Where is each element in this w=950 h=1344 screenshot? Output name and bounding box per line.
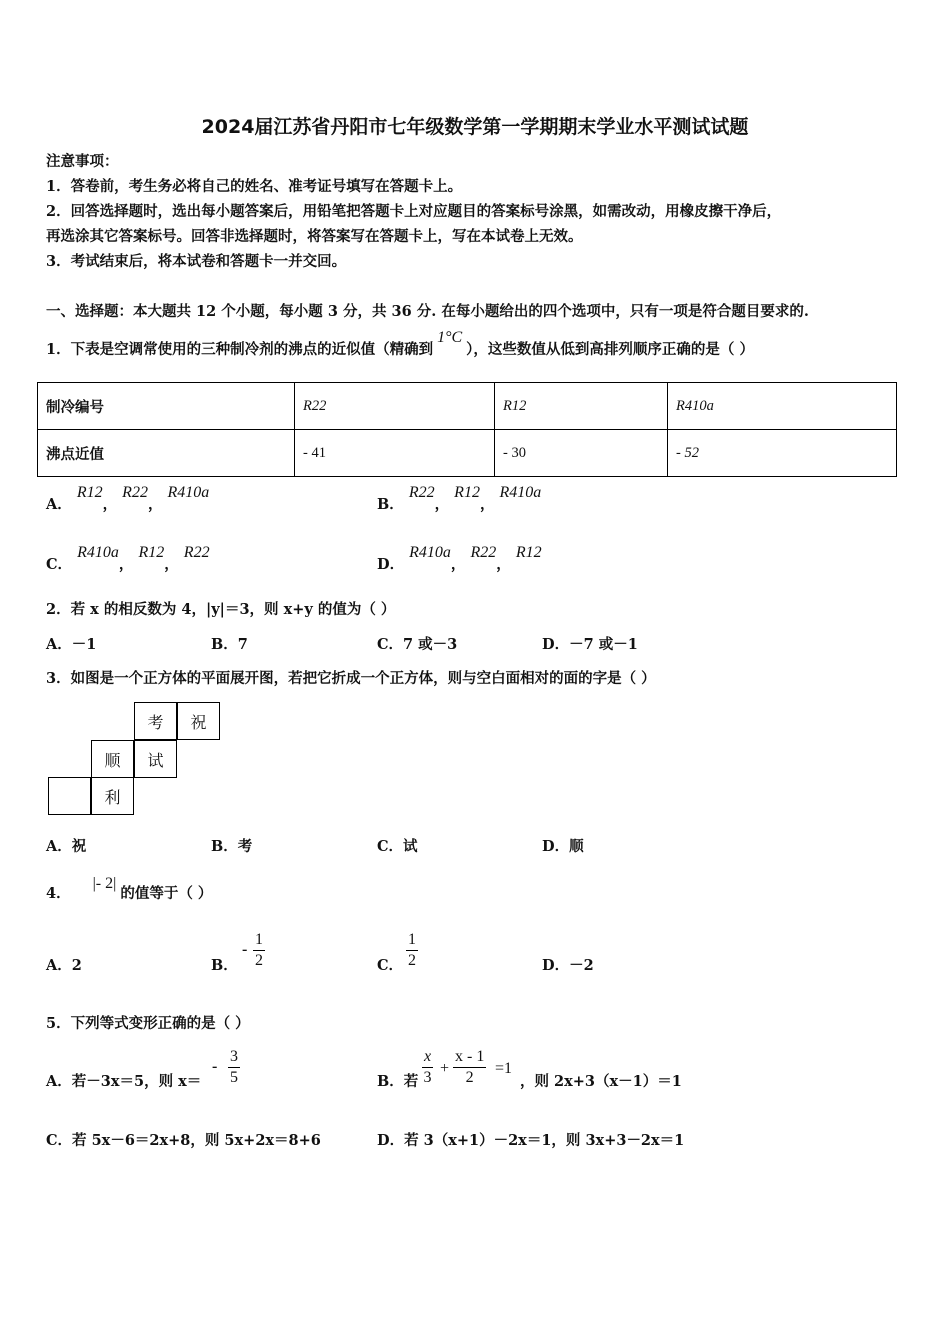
table-cell: 沸点近值	[38, 430, 295, 477]
q4-option-a[interactable]: A．2	[46, 957, 82, 974]
q1-stem: 1．下表是空调常使用的三种制冷剂的沸点的近似值（精确到1°C），这些数值从低到高排列顺序正确的是（ ）	[46, 329, 754, 358]
page-title: 2024届江苏省丹阳市七年级数学第一学期期末学业水平测试试题	[201, 116, 749, 138]
q4-option-c-fraction: $\frac{1}{2}$	[408, 931, 416, 969]
q4-option-c[interactable]: C．	[377, 957, 404, 974]
q3-stem: 3．如图是一个正方体的平面展开图，若把它折成一个正方体，则与空白面相对的面的字是（ ）	[46, 670, 656, 687]
q1-option-d[interactable]: D． R410a， R22， R12	[377, 544, 542, 573]
net-face-shi: 试	[134, 740, 177, 778]
q4-option-b-sign: -	[242, 941, 248, 958]
q4-option-d[interactable]: D．－2	[542, 957, 594, 974]
q5-option-b-fraction-2: $\frac{x - 1}{2}$	[455, 1048, 485, 1086]
q4-abs-expr: |- 2|	[92, 875, 117, 892]
table-row	[38, 430, 897, 477]
table-cell: R410a	[668, 383, 897, 430]
q3-option-a[interactable]: A．祝	[46, 838, 87, 855]
q3-option-d[interactable]: D．顺	[542, 838, 584, 855]
q5-option-b-plus: +	[440, 1060, 450, 1077]
table-cell: - 41	[295, 430, 495, 477]
q1-option-a[interactable]: A． R12， R22， R410a	[46, 484, 210, 513]
q1-table	[37, 382, 897, 477]
table-cell: R12	[495, 383, 668, 430]
table-row	[38, 383, 897, 430]
q5-option-b[interactable]: B．若	[377, 1073, 419, 1090]
net-face-blank	[48, 777, 91, 815]
notice-item-2a: 2．回答选择题时，选出每小题答案后，用铅笔把答题卡上对应题目的答案标号涂黑，如需改动，用橡皮擦干净后，	[46, 203, 782, 220]
notice-item-1: 1．答卷前，考生务必将自己的姓名、准考证号填写在答题卡上。	[46, 178, 463, 195]
q4-option-b-fraction: $\frac{1}{2}$	[255, 931, 263, 969]
q5-option-b-tail: ，则 2x+3（x－1）＝1	[520, 1073, 682, 1090]
q2-stem: 2．若 x 的相反数为 4，|y|＝3，则 x+y 的值为（ ）	[46, 601, 396, 618]
q2-option-c[interactable]: C．7 或－3	[377, 636, 458, 653]
q2-option-a[interactable]: A．－1	[46, 636, 97, 653]
q3-option-c[interactable]: C．试	[377, 838, 418, 855]
table-cell: - 52	[668, 430, 897, 477]
q5-option-d[interactable]: D．若 3（x+1）－2x＝1，则 3x+3－2x＝1	[377, 1132, 685, 1149]
q1-option-b[interactable]: B． R22， R12， R410a	[377, 484, 542, 513]
notice-heading: 注意事项：	[46, 153, 119, 170]
table-cell: R22	[295, 383, 495, 430]
q4-option-b[interactable]: B．	[211, 957, 238, 974]
net-face-shun: 顺	[91, 740, 134, 778]
q5-option-a[interactable]: A．若－3x＝5，则 x＝	[46, 1073, 202, 1090]
notice-item-3: 3．考试结束后，将本试卷和答题卡一并交回。	[46, 253, 347, 270]
q2-option-d[interactable]: D．－7 或－1	[542, 636, 638, 653]
q1-option-c[interactable]: C． R410a， R12， R22	[46, 544, 210, 573]
q5-option-b-fraction-1: $\frac{x}{3}$	[423, 1048, 432, 1086]
q2-option-b[interactable]: B．7	[211, 636, 248, 653]
q5-option-b-eq: =1	[495, 1060, 513, 1077]
q4-stem: 4．|- 2|的值等于（ ）	[46, 875, 213, 902]
q5-option-c[interactable]: C．若 5x－6＝2x+8，则 5x+2x＝8+6	[46, 1132, 321, 1149]
q1-unit: 1°C	[437, 329, 463, 346]
net-face-li: 利	[91, 777, 134, 815]
net-face-zhu: 祝	[177, 702, 220, 740]
q5-option-a-sign: -	[212, 1058, 218, 1075]
net-face-kao: 考	[134, 702, 177, 740]
q3-option-b[interactable]: B．考	[211, 838, 253, 855]
table-cell: - 30	[495, 430, 668, 477]
q5-stem: 5．下列等式变形正确的是（ ）	[46, 1015, 250, 1032]
notice-item-2b: 再选涂其它答案标号。回答非选择题时，将答案写在答题卡上，写在本试卷上无效。	[46, 228, 583, 245]
section-heading: 一、选择题：本大题共 12 个小题，每小题 3 分，共 36 分. 在每小题给出的四个选项中，只有一项是符合题目要求的.	[46, 303, 809, 320]
table-cell: 制冷编号	[38, 383, 295, 430]
q5-option-a-fraction: $\frac{3}{5}$	[230, 1048, 238, 1086]
